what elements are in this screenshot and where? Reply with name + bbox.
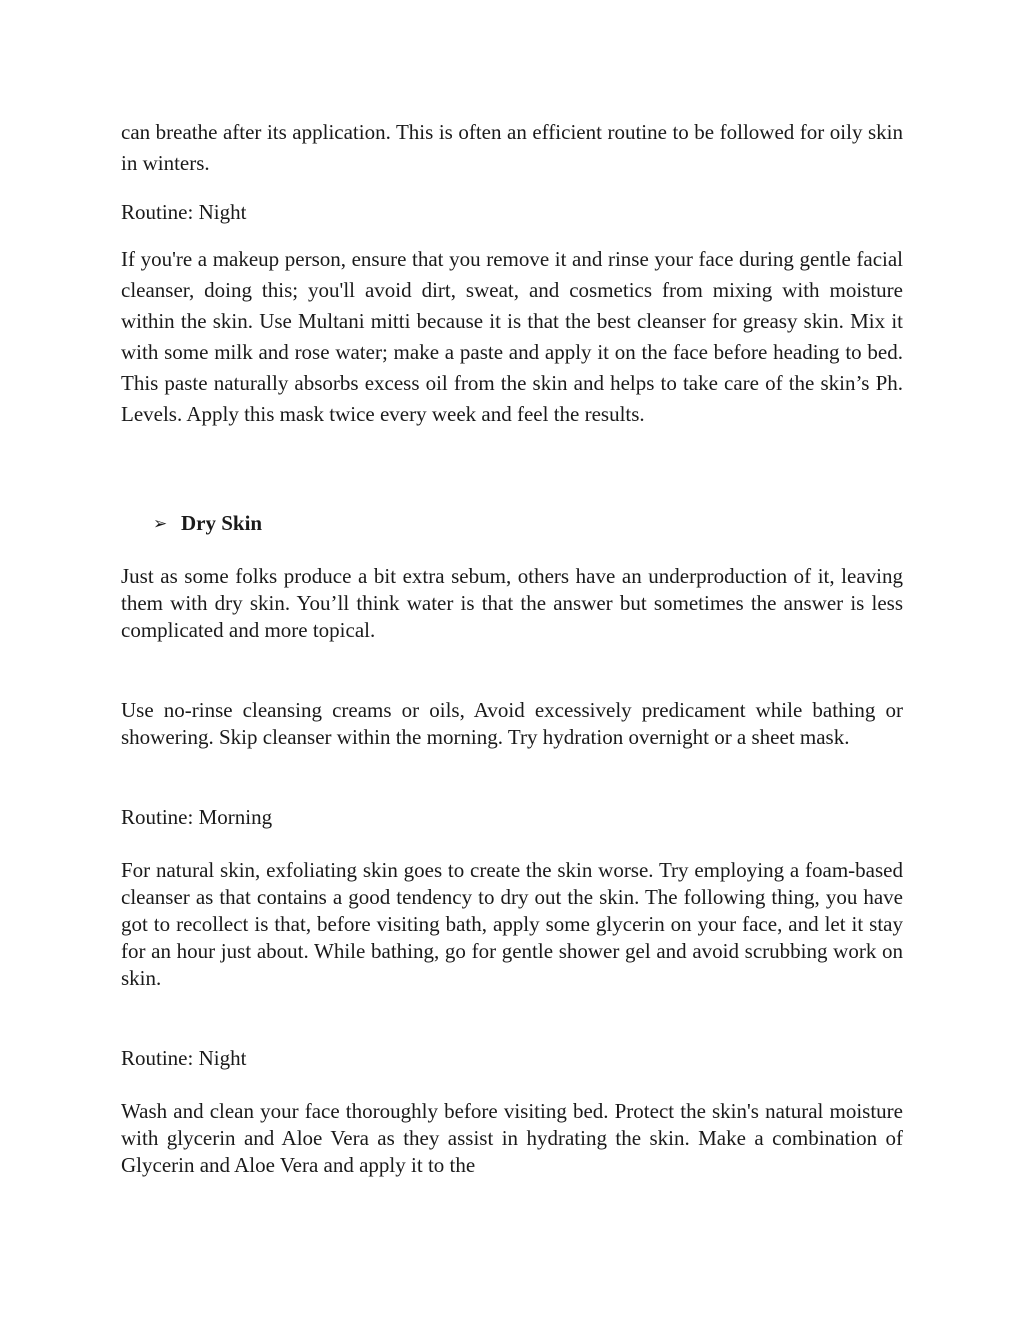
paragraph-dry-skin-intro: Just as some folks produce a bit extra sebum, others have an underproduction of it, leaving them with dry skin. You’ll think water is that the answer but sometimes the answer is less complicated and more topical.	[121, 564, 903, 642]
arrow-bullet-icon: ➢	[153, 514, 168, 533]
dry-skin-heading: Dry Skin	[181, 511, 263, 535]
routine-night-label-2: Routine: Night	[121, 1046, 247, 1070]
paragraph-natural-skin: For natural skin, exfoliating skin goes to create the skin worse. Try employing a foam-based cleanser as that contains a good tendency to dry out the skin. The following thing, you have got to recollect is that, before visiting bath, apply some glycerin on your face, and let it stay for an hour just about. While bathing, go for gentle shower gel and avoid scrubbing work on skin.	[121, 858, 903, 990]
routine-night-label: Routine: Night	[121, 200, 247, 224]
paragraph-no-rinse-creams: Use no-rinse cleansing creams or oils, Avoid excessively predicament while bathing or showering. Skip cleanser within the morning. Try hydration overnight or a sheet mask.	[121, 698, 903, 749]
bullet-heading-dry-skin	[153, 510, 262, 537]
routine-morning-label: Routine: Morning	[121, 805, 273, 829]
paragraph-oily-winter-ending: can breathe after its application. This is often an efficient routine to be followed for oily skin in winters.	[121, 120, 903, 175]
paragraph-makeup-removal: If you're a makeup person, ensure that you remove it and rinse your face during gentle facial cleanser, doing this; you'll avoid dirt, sweat, and cosmetics from mixing with moisture within the skin. Use Multani mitti because it is that the best cleanser for greasy skin. Mix it with some milk and rose water; make a paste and apply it on the face before heading to bed. This paste naturally absorbs excess oil from the skin and helps to take care of the skin’s Ph. Levels. Apply this mask twice every week and feel the results.	[121, 247, 903, 426]
paragraph-wash-face: Wash and clean your face thoroughly before visiting bed. Protect the skin's natural moisture with glycerin and Aloe Vera as they assist in hydrating the skin. Make a combination of Glycerin and Aloe Vera and apply it to the	[121, 1099, 903, 1177]
